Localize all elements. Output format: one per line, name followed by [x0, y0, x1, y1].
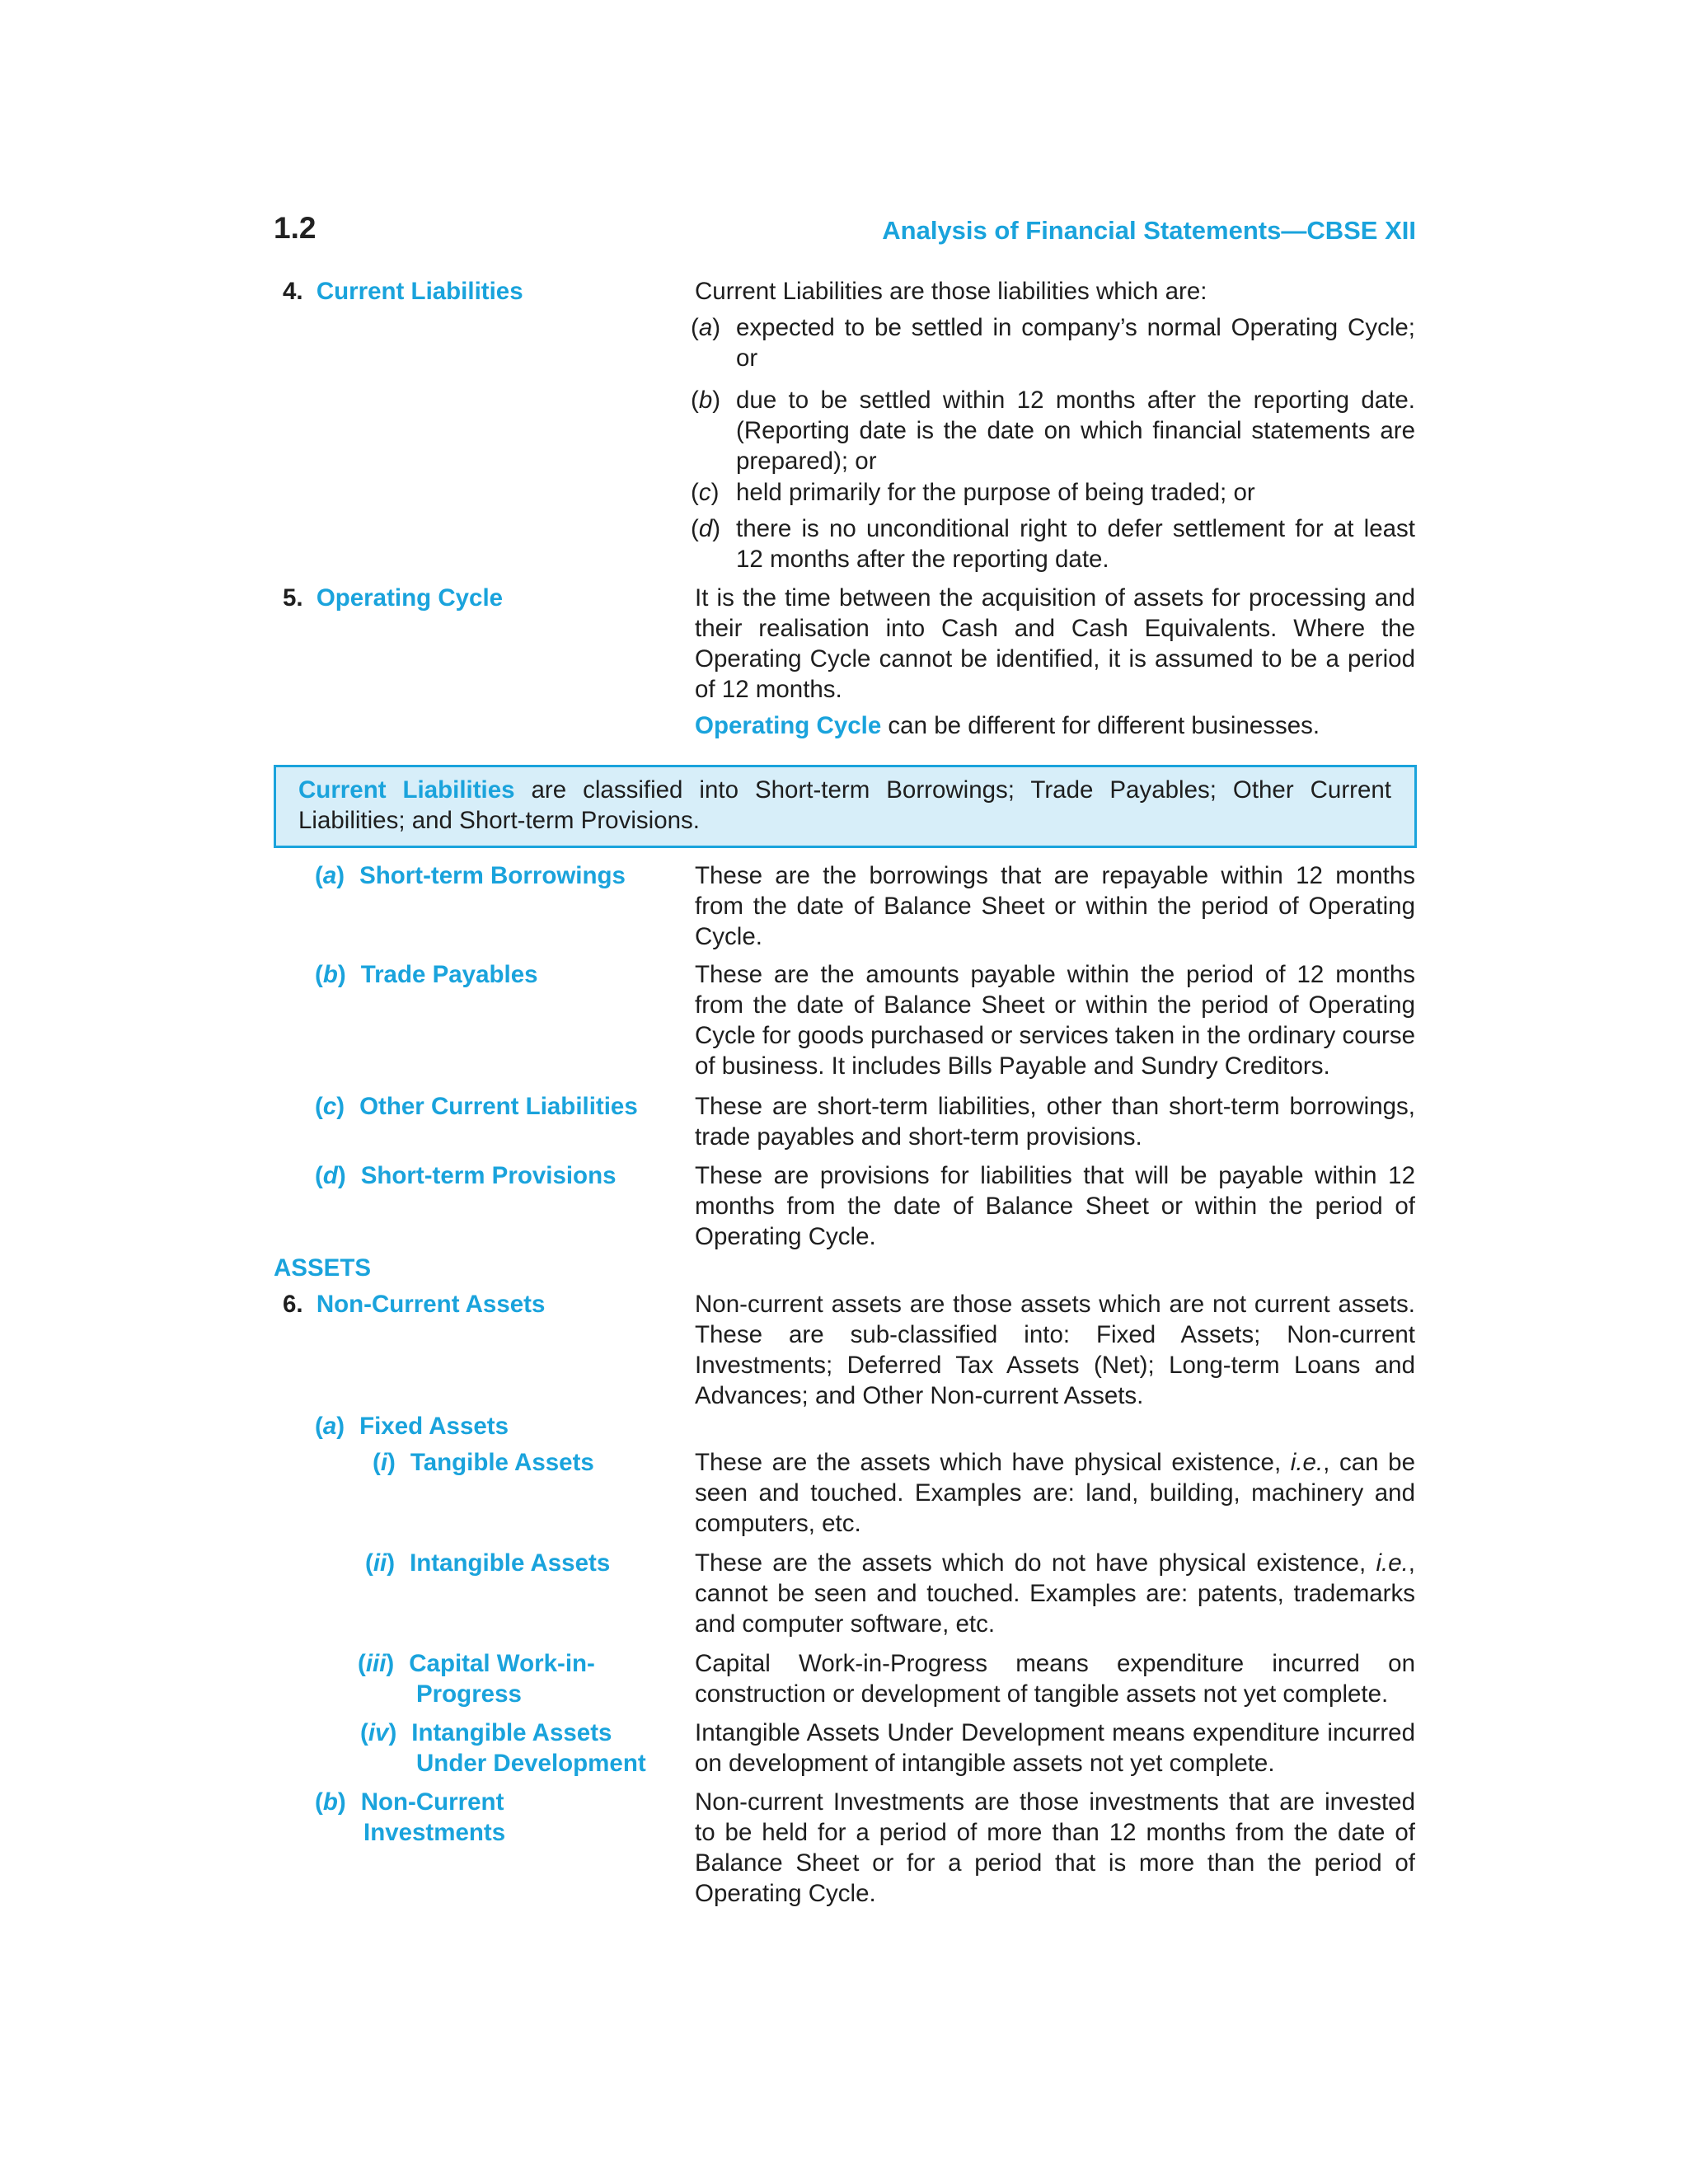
- fixed-sub-text: Capital Work-in-Progress means expenditure incurred on construction or development of tangible assets not yet complete.: [695, 1650, 1415, 1708]
- cl-item-heading: (b) Trade Payables: [315, 961, 538, 988]
- section-5-para: It is the time between the acquisition of assets for processing and their realisation into Cash and Cash Equivalents. Where the Operating Cycle cannot be identified, it is assumed to be a period of 12 months.: [695, 584, 1415, 703]
- list-item: [691, 312, 1415, 373]
- note-term: Operating Cycle: [695, 712, 882, 739]
- fixed-sub-heading: (iv) Intangible Assets: [360, 1719, 612, 1746]
- list-item: [691, 477, 1415, 508]
- highlight-box: [274, 765, 1417, 848]
- fixed-sub-text: These are the assets which do not have physical existence, i.e., cannot be seen and touched. Examples are: patents, trademarks and computer software, etc.: [695, 1549, 1415, 1638]
- list-text: held primarily for the purpose of being traded; or: [736, 479, 1255, 506]
- fixed-sub-text: These are the assets which have physical existence, i.e., can be seen and touched. Examples are: land, building, machinery and computers, etc.: [695, 1449, 1415, 1537]
- fixed-sub-heading: (ii) Intangible Assets: [365, 1549, 611, 1577]
- section-number: 6.: [283, 1291, 303, 1318]
- section-number: 5.: [283, 584, 303, 612]
- cl-item-heading: (a) Short-term Borrowings: [315, 862, 626, 889]
- list-label: (c): [691, 479, 720, 506]
- list-label: (a): [691, 314, 721, 341]
- fixed-sub-heading: (i) Tangible Assets: [373, 1449, 594, 1476]
- section-5-heading: [283, 583, 503, 613]
- box-term: Current Liabilities: [298, 776, 515, 804]
- note-text: can be different for different businesses.: [881, 712, 1320, 739]
- list-text: there is no unconditional right to defer settlement for at least 12 months after the reporting date.: [736, 515, 1415, 573]
- cl-item-text: These are the amounts payable within the period of 12 months from the date of Balance Sheet or within the period of Operating Cycle for goods purchased or services taken in the ordinary course of business. It includes Bills Payable and Sundry Creditors.: [695, 961, 1415, 1080]
- cl-item-heading: (c) Other Current Liabilities: [315, 1093, 638, 1120]
- assets-heading: ASSETS: [274, 1254, 372, 1282]
- section-number: 4.: [283, 278, 303, 305]
- section-title: Operating Cycle: [316, 584, 504, 612]
- page-number: 1.2: [274, 211, 316, 245]
- section-title: Non-Current Assets: [316, 1291, 546, 1318]
- list-item: [691, 513, 1415, 574]
- cl-item-text: These are provisions for liabilities that will be payable within 12 months from the date of Balance Sheet or within the period of Operating Cycle.: [695, 1162, 1415, 1250]
- section-4-intro: Current Liabilities are those liabilities which are:: [695, 278, 1207, 305]
- list-label: (b): [691, 387, 721, 414]
- section-6-heading: [283, 1289, 545, 1319]
- nci-heading: (b) Non-Current: [315, 1788, 504, 1816]
- nci-heading-cont: Investments: [363, 1819, 506, 1846]
- box-text: are classified into Short-term Borrowings; Trade Payables; Other Current Liabilities; and Short-term Provisions.: [298, 776, 1391, 834]
- cl-item-text: These are short-term liabilities, other than short-term borrowings, trade payables and short-term provisions.: [695, 1093, 1415, 1151]
- section-title: Current Liabilities: [316, 278, 523, 305]
- section-4-heading: [283, 276, 523, 307]
- section-6-para: Non-current assets are those assets which are not current assets. These are sub-classified into: Fixed Assets; Non-current Investments; Deferred Tax Assets (Net); Long-term Loans and Advances; and Other Non-current Assets.: [695, 1291, 1415, 1409]
- cl-item-text: These are the borrowings that are repayable within 12 months from the date of Balance Sheet or within the period of Operating Cycle.: [695, 862, 1415, 950]
- list-text: expected to be settled in company’s normal Operating Cycle; or: [736, 314, 1415, 372]
- fixed-sub-heading: (iii) Capital Work-in-: [358, 1650, 595, 1677]
- list-text: due to be settled within 12 months after the reporting date. (Reporting date is the date on which financial statements are prepared); or: [736, 387, 1415, 475]
- cl-item-heading: (d) Short-term Provisions: [315, 1162, 617, 1189]
- section-5-note: [695, 710, 1415, 741]
- nci-text: Non-current Investments are those investments that are invested to be held for a period of more than 12 months from the date of Balance Sheet or for a period that is more than the period of Operating Cycle.: [695, 1788, 1415, 1907]
- running-head: Analysis of Financial Statements—CBSE XII: [882, 216, 1416, 245]
- fixed-sub-heading-cont: Progress: [416, 1680, 522, 1708]
- list-label: (d): [691, 515, 721, 542]
- list-item: [691, 385, 1415, 476]
- fixed-assets-heading: (a) Fixed Assets: [315, 1413, 509, 1440]
- fixed-sub-heading-cont: Under Development: [416, 1750, 646, 1777]
- fixed-sub-text: Intangible Assets Under Development means expenditure incurred on development of intangible assets not yet complete.: [695, 1719, 1415, 1777]
